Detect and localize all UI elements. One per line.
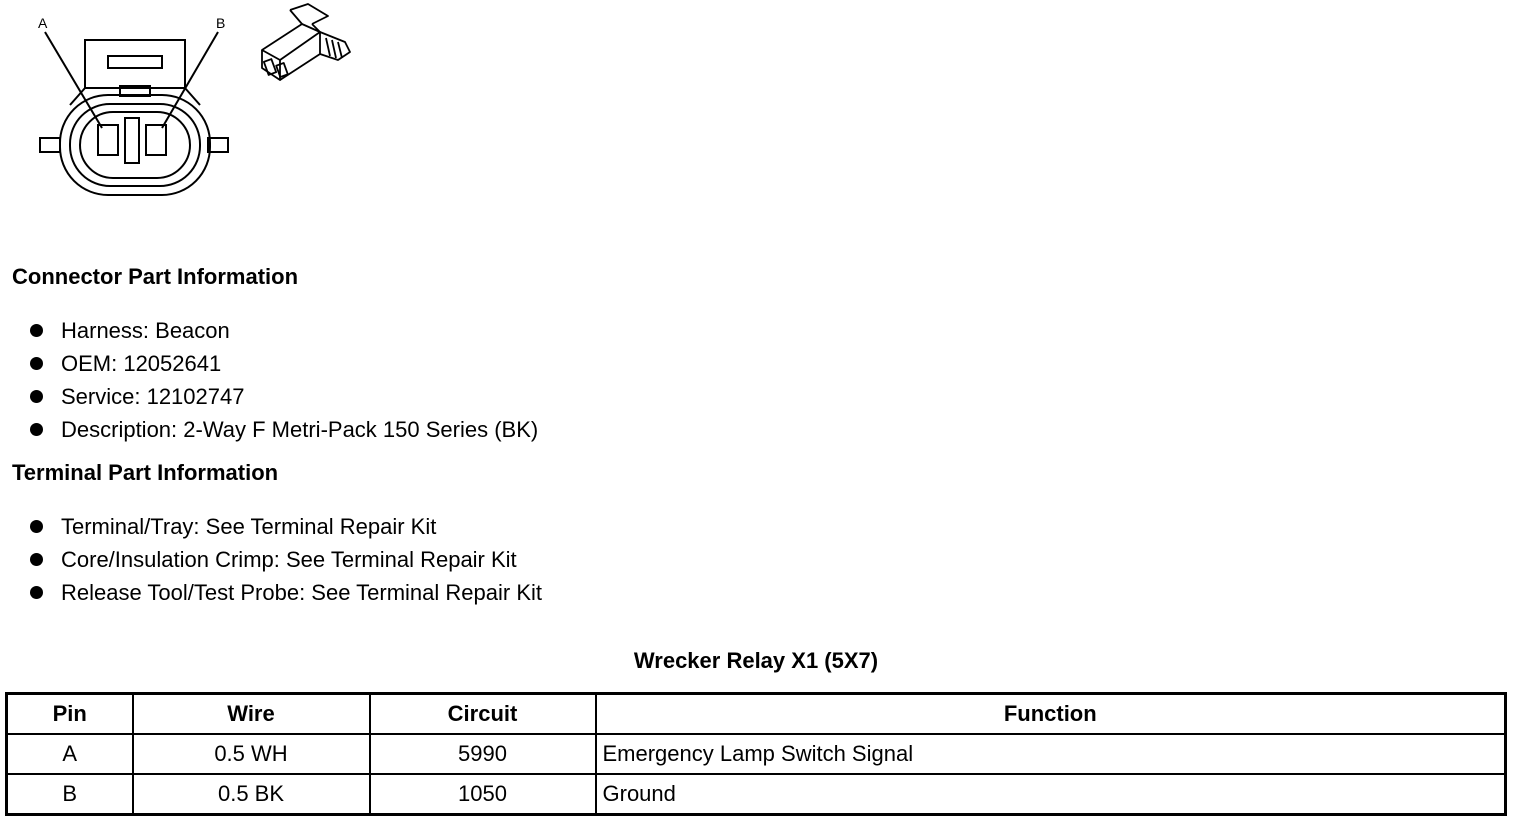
list-item-text: OEM: 12052641 (61, 350, 222, 376)
wire-cell: 0.5 BK (133, 774, 370, 815)
pin-label-b: B (216, 15, 226, 31)
bullet-icon (30, 553, 43, 566)
bullet-icon (30, 390, 43, 403)
terminal-info-heading: Terminal Part Information (12, 460, 279, 485)
pin-b-leader (162, 32, 218, 128)
table-row (7, 774, 1506, 815)
bullet-icon (30, 423, 43, 436)
list-item-text: Service: 12102747 (61, 383, 245, 409)
function-cell: Emergency Lamp Switch Signal (596, 734, 1506, 774)
center-key (125, 118, 139, 163)
column-header-wire: Wire (133, 694, 370, 735)
wire-cell: 0.5 WH (133, 734, 370, 774)
bullet-icon (30, 586, 43, 599)
list-item-text: Terminal/Tray: See Terminal Repair Kit (61, 513, 437, 539)
latch-housing (85, 40, 185, 88)
connector-info-heading: Connector Part Information (12, 264, 299, 289)
cavity-b (146, 125, 166, 155)
connector-info-list (30, 314, 538, 446)
table-title: Wrecker Relay X1 (5X7) (633, 648, 879, 673)
column-header-circuit: Circuit (370, 694, 596, 735)
pin-cell: B (7, 774, 133, 815)
list-item (30, 413, 538, 446)
left-side-tab (40, 138, 60, 152)
circuit-cell: 5990 (370, 734, 596, 774)
column-header-pin: Pin (7, 694, 133, 735)
circuit-cell: 1050 (370, 774, 596, 815)
pin-table (5, 692, 1507, 816)
list-item (30, 576, 542, 609)
list-item (30, 314, 538, 347)
list-item-text: Release Tool/Test Probe: See Terminal Repair Kit (61, 579, 542, 605)
list-item-text: Core/Insulation Crimp: See Terminal Repair Kit (61, 546, 517, 572)
pin-cell: A (7, 734, 133, 774)
pin-a-leader (45, 32, 102, 128)
terminal-info-list (30, 510, 542, 609)
function-cell: Ground (596, 774, 1506, 815)
connector-body (60, 95, 210, 195)
bullet-icon (30, 520, 43, 533)
list-item (30, 510, 542, 543)
list-item (30, 347, 538, 380)
cavity-a (98, 125, 118, 155)
table-header-row (7, 694, 1506, 735)
list-item (30, 380, 538, 413)
connector-face-diagram (30, 10, 240, 205)
list-item (30, 543, 542, 576)
bullet-icon (30, 324, 43, 337)
pin-label-a: A (38, 15, 48, 31)
connector-isometric-image (250, 2, 360, 92)
table-row (7, 734, 1506, 774)
list-item-text: Description: 2-Way F Metri-Pack 150 Series (BK) (61, 416, 539, 442)
latch-window (108, 56, 162, 68)
bullet-icon (30, 357, 43, 370)
list-item-text: Harness: Beacon (61, 317, 230, 343)
column-header-function: Function (596, 694, 1506, 735)
